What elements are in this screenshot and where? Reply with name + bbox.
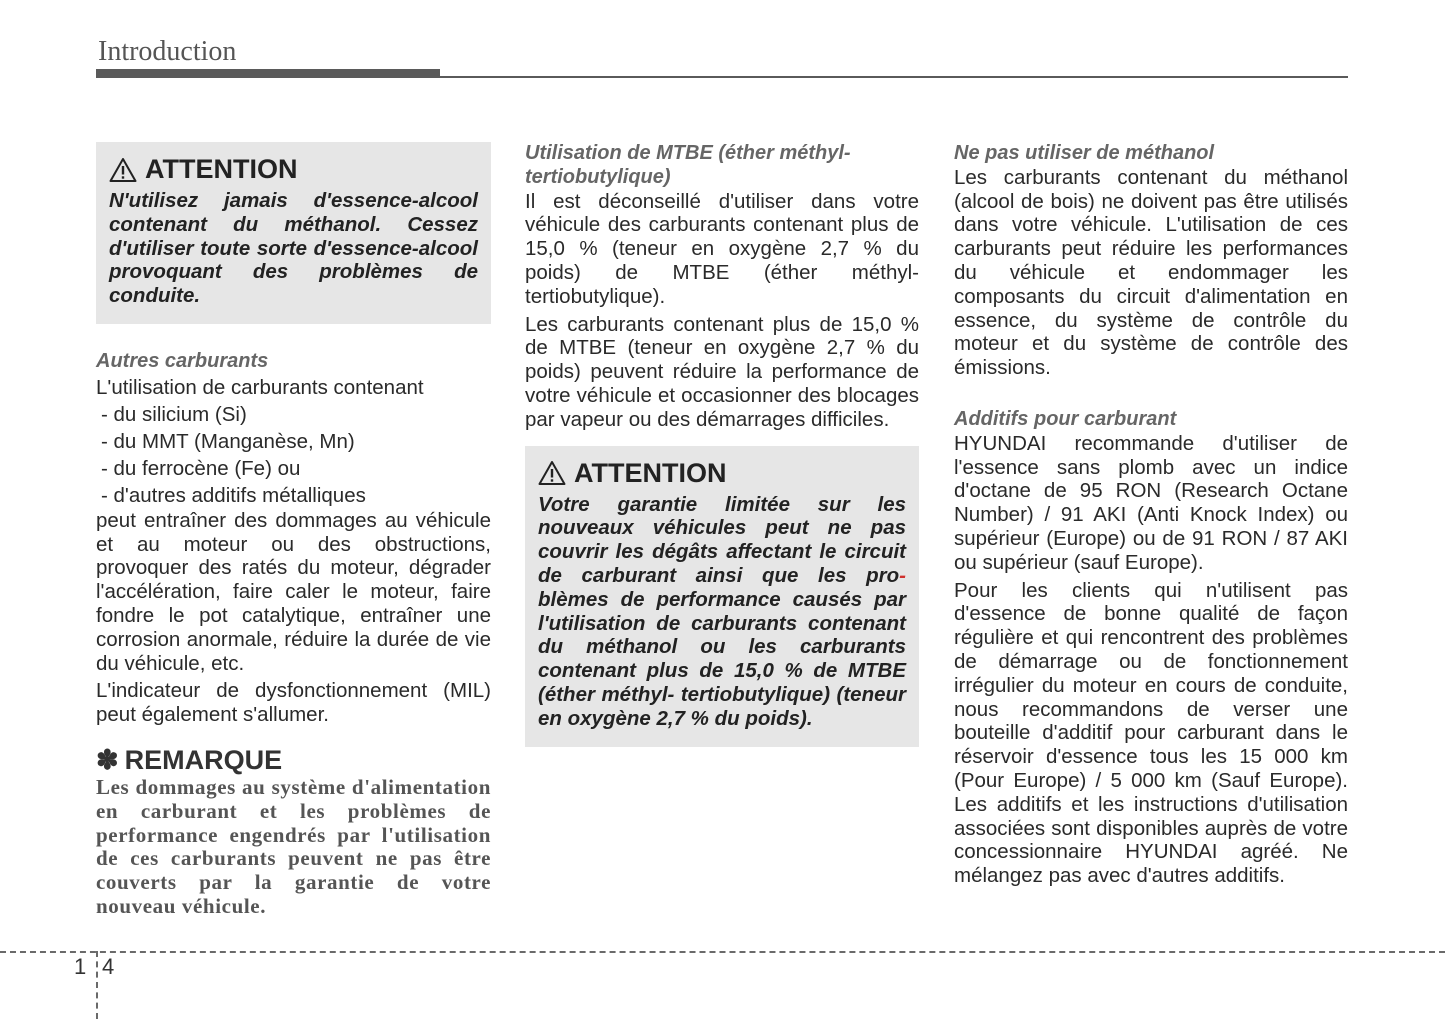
page-header-title: Introduction — [98, 36, 237, 67]
other-fuels-lead: L'utilisation de carburants contenant — [96, 375, 424, 399]
section-heading-additives: Additifs pour carburant — [954, 407, 1177, 430]
asterisk-icon: ✽ — [96, 744, 119, 775]
section-heading-other-fuels: Autres carburants — [96, 349, 269, 372]
attention-text-part: blèmes de performance causés par l'utilisation de carburants contenant du méthanol ou les carburants contenant plus de 15,0 % de MTBE (éther méthyl- tertiobutylique) (teneur en oxygène 2,7 % du poids). — [538, 587, 906, 730]
header-rule-thin — [440, 76, 1348, 78]
attention-title — [109, 154, 478, 185]
section-heading-methanol: Ne pas utiliser de méthanol — [954, 142, 1215, 164]
column-middle — [525, 142, 919, 747]
attention-title — [538, 458, 906, 489]
remark-title — [96, 745, 491, 776]
section-number: 1 — [74, 954, 87, 979]
warning-triangle-icon — [109, 157, 137, 183]
column-right — [954, 142, 1348, 888]
page-number: 4 — [102, 954, 115, 979]
list-item: - du ferrocène (Fe) ou — [101, 456, 301, 480]
attention-box-methanol — [96, 142, 491, 324]
section-heading-mtbe: Utilisation de MTBE (éther méthyl-tertiobutylique) — [525, 142, 851, 188]
attention-title-label: ATTENTION — [145, 154, 298, 184]
list-item: - d'autres additifs métalliques — [101, 483, 366, 507]
additives-paragraph-2: Pour les clients qui n'utilisent pas d'essence de bonne qualité de façon régulière et qui rencontrent des problèmes de démarrage ou de fonctionnement irrégulier du moteur en cours de conduite, nous recommandons de verser une bouteille d'additif pour carburant dans le réservoir d'essence tous les 15 000 km (Pour Europe) / 5 000 km (Sauf Europe). Les additifs et les instructions d'utilisation associées sont disponibles auprès de votre concessionnaire HYUNDAI agréé. Ne mélangez pas avec d'autres additifs. — [954, 578, 1348, 888]
attention-text — [538, 493, 906, 731]
footer-dashed-divider — [96, 951, 98, 1019]
additives-paragraph-1: HYUNDAI recommande d'utiliser de l'essence sans plomb avec un indice d'octane de 95 RON (Research Octane Number) / 91 AKI (Anti Knock Index) ou supérieur (Europe) ou de 91 RON / 87 AKI ou supérieur (sauf Europe). — [954, 431, 1348, 574]
footer-dashed-rule — [0, 951, 1445, 953]
list-item: - du MMT (Manganèse, Mn) — [101, 429, 355, 453]
mtbe-paragraph-2: Les carburants contenant plus de 15,0 % de MTBE (teneur en oxygène 2,7 % du poids) peuvent réduire la performance de votre véhicule et occasionner des blocages par vapeur ou des démarrages difficiles. — [525, 312, 919, 431]
column-left — [96, 142, 491, 919]
warning-triangle-icon — [538, 460, 566, 486]
mtbe-paragraph-1: Il est déconseillé d'utiliser dans votre véhicule des carburants contenant plus de 15,0 % (teneur en oxygène 2,7 % du poids) de MTBE (éther méthyl-tertiobutylique). — [525, 189, 919, 308]
mil-paragraph: L'indicateur de dysfonctionnement (MIL) peut également s'allumer. — [96, 679, 491, 727]
attention-text-part: Votre garantie limitée sur les nouveaux véhicules peut ne pas couvrir les dégâts affectant le circuit de carburant ainsi que les pro — [538, 492, 906, 587]
remark-text: Les dommages au système d'alimentation en carburant et les problèmes de performance engendrés par l'utilisation de ces carburants peuvent ne pas être couverts par la garantie de votre nouveau véhicule. — [96, 774, 491, 918]
hyphen-mark: - — [899, 563, 906, 587]
attention-text: N'utilisez jamais d'essence-alcool contenant du méthanol. Cessez d'utiliser toute sorte d'essence-alcool provoquant des problèmes de conduite. — [109, 189, 478, 308]
attention-title-label: ATTENTION — [574, 457, 727, 488]
other-fuels-paragraph: peut entraîner des dommages au véhicule et au moteur ou des obstructions, provoquer des ratés du moteur, dégrader l'accélération, faire caler le moteur, faire fondre le pot catalytique, entraîner une corrosion anormale, réduire la durée de vie du véhicule, etc. — [96, 508, 491, 675]
list-item: - du silicium (Si) — [101, 402, 247, 426]
remark-title-label: REMARQUE — [124, 744, 283, 775]
attention-box-warranty — [525, 446, 919, 747]
header-rule-thick — [96, 69, 440, 78]
methanol-paragraph: Les carburants contenant du méthanol (alcool de bois) ne doivent pas être utilisés dans votre véhicule. L'utilisation de ces carburants peut réduire les performances du véhicule et endommager les composants du circuit d'alimentation en essence, du système de contrôle du moteur et du système de contrôle des émissions. — [954, 165, 1348, 380]
